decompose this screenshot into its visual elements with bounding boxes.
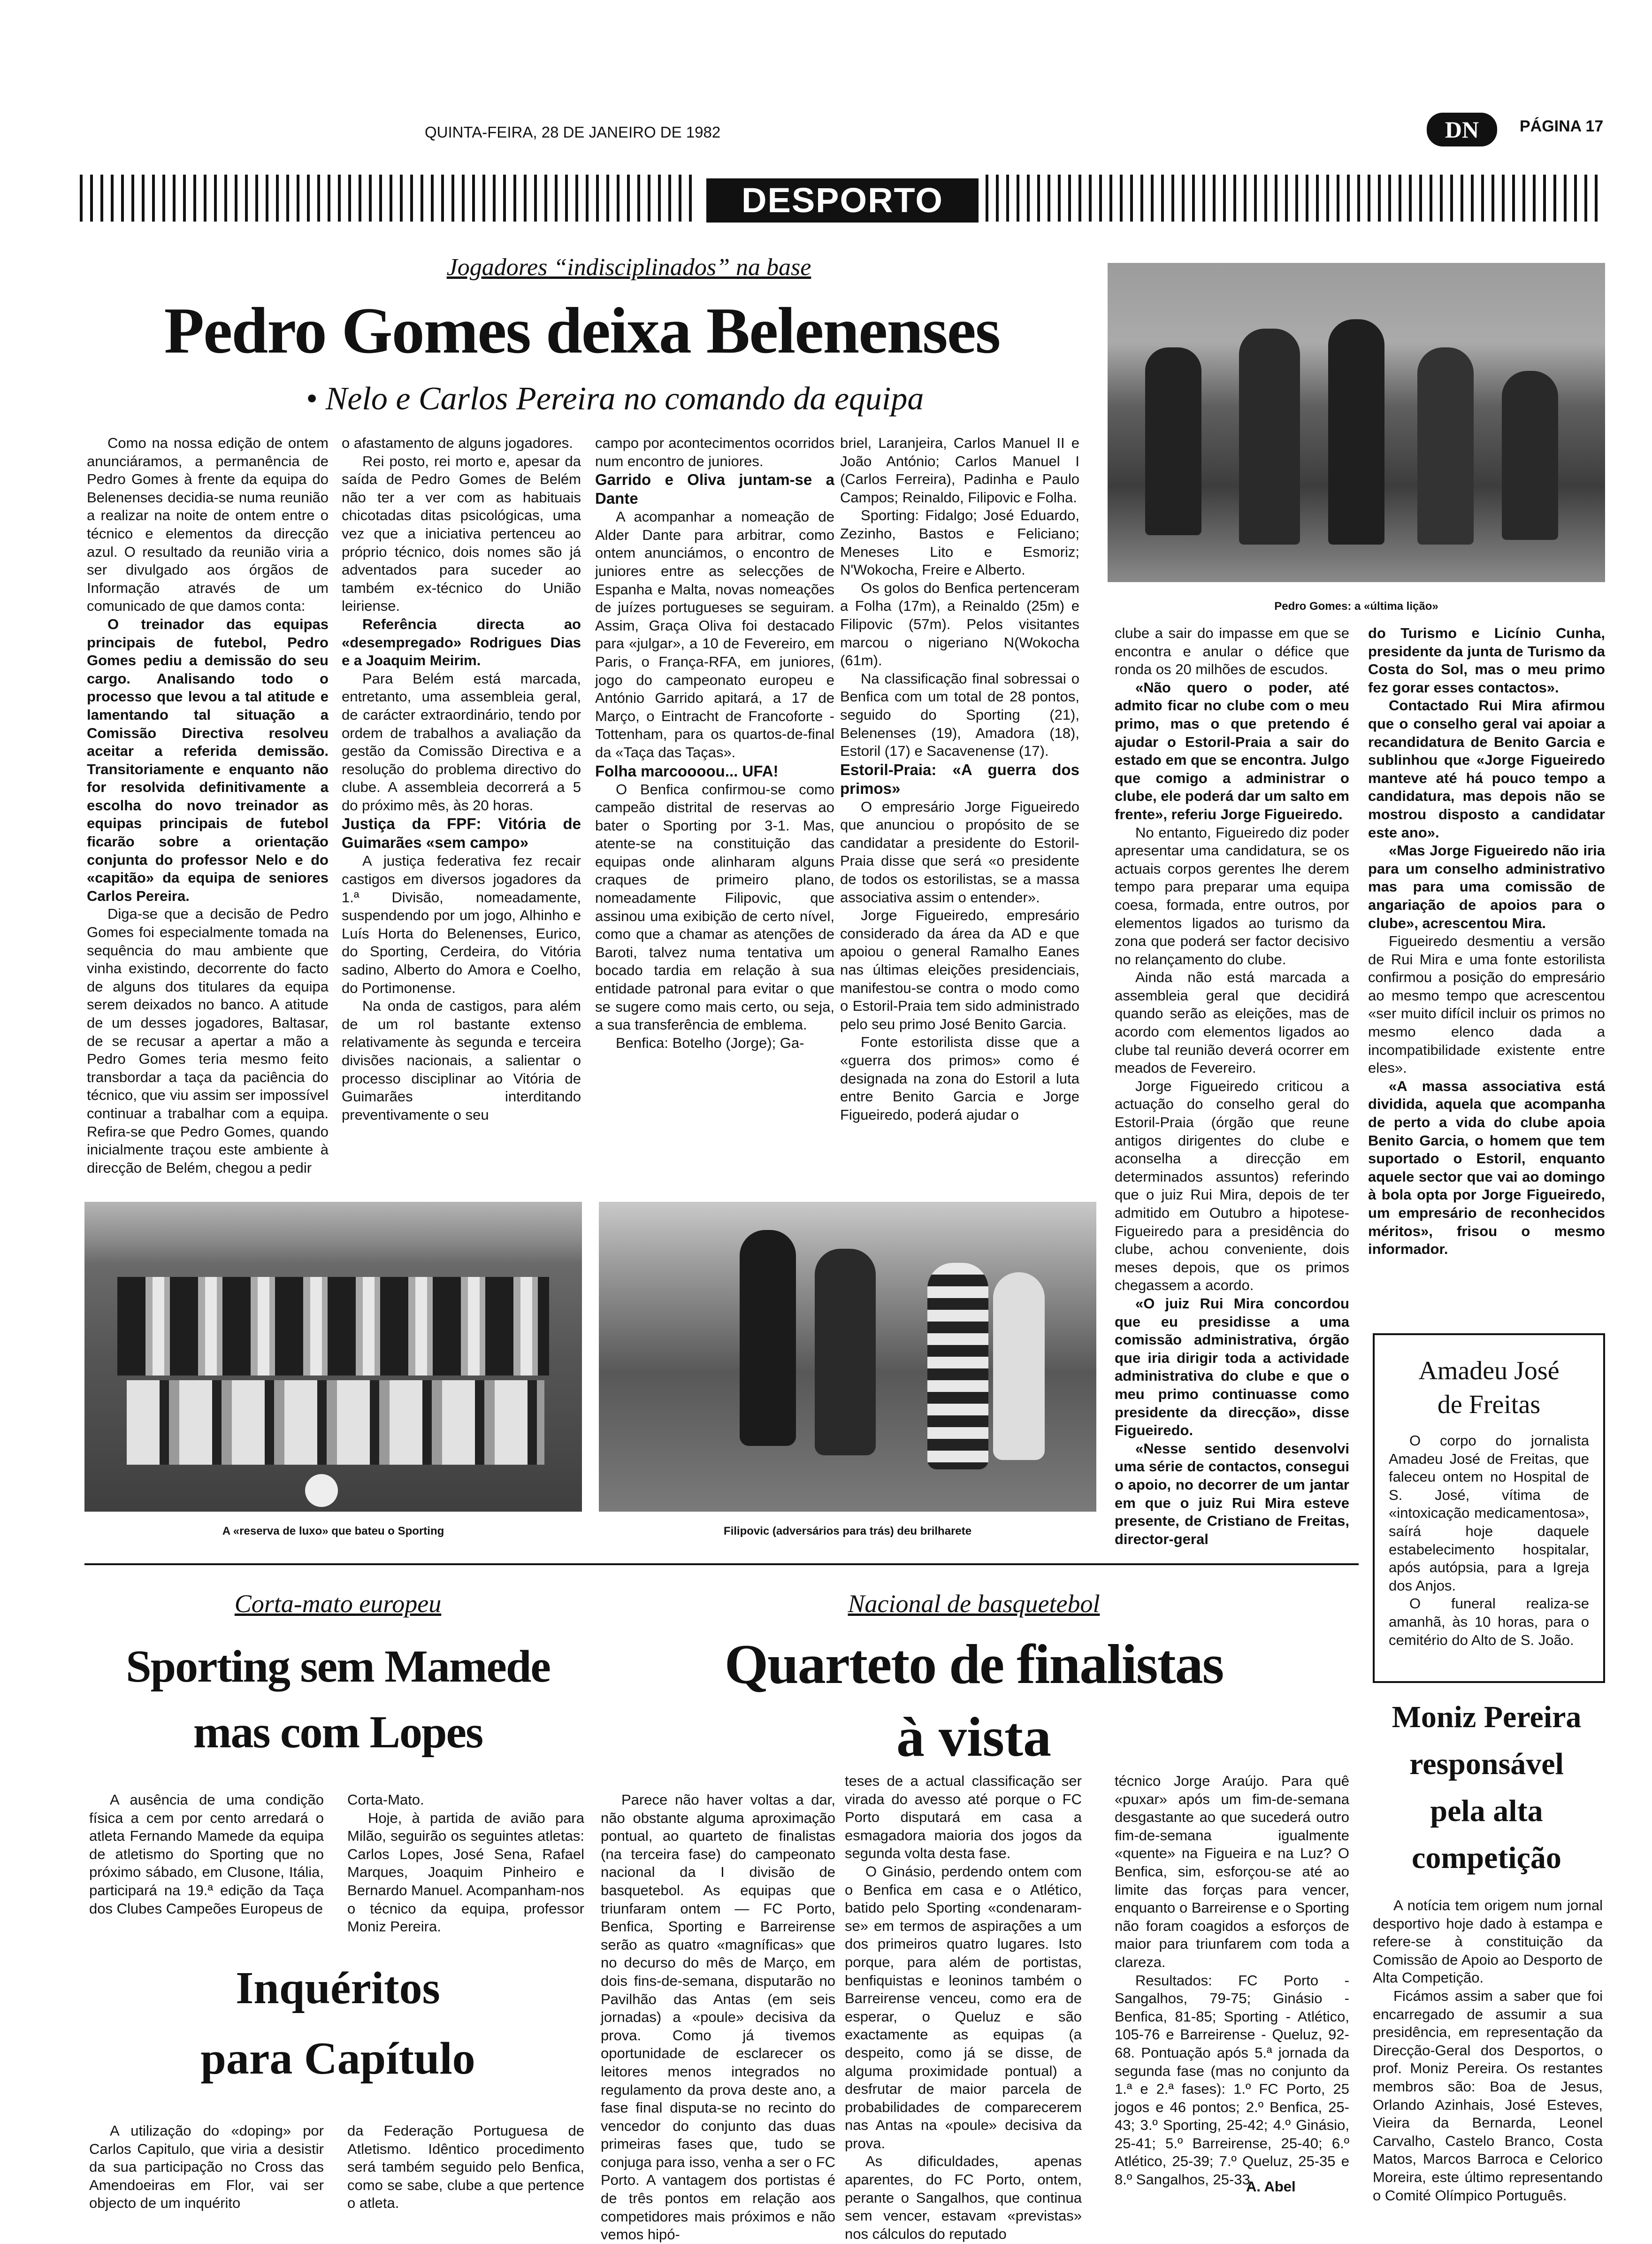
obituary-title-1: Amadeu José	[1418, 1356, 1560, 1385]
lead-c5-p6: «O juiz Rui Mira concordou que eu presidisse a uma comissão administrativa, órgão que iria dirigir toda a actividade administrativa do clube e que o meu primo continuasse como presidente da direcção», disse Figueiredo.	[1115, 1295, 1349, 1439]
lead-c3-subheading-2: Folha marcoooou... UFA!	[595, 762, 779, 780]
team-photo-caption: A «reserva de luxo» que bateu o Sporting	[222, 1525, 444, 1537]
lead-c2-p3: Referência directa ao «desempregado» Rodrigues Dias e a Joaquim Meirim.	[342, 615, 581, 669]
basket-kicker: Nacional de basquetebol	[848, 1590, 1100, 1618]
lead-c4-p6: Jorge Figueiredo, empresário considerado da área da AD e que apoiou o general Ramalho Eanes nas últimas eleições presidenciais, manifestou-se contra o modo como o Estoril-Praia tem sido administrado pelo seu primo José Benito Garcia.	[840, 907, 1079, 1032]
pedro-gomes-photo	[1108, 263, 1605, 582]
lead-c1-p3: Diga-se que a decisão de Pedro Gomes foi especialmente tomada na sequência do mau ambiente que vinha existindo, decorrente do facto de alguns dos titulares da equipa serem deixados no banco. A atitude de um desses jogadores, Baltasar, de se recusar a apertar a mão a Pedro Gomes teria mesmo feito transbordar a taça da paciência do técnico, que viu assim ser impossível continuar a trabalhar com a equipa. Refira-se que Pedro Gomes, quando inicialmente traçou este ambiente à direcção de Belém, chegou a pedir	[87, 906, 329, 1176]
lead-column-1	[87, 434, 329, 1177]
lead-c4-p4: Na classificação final sobressai o Benfica com um total de 28 pontos, seguido do Sporting (21), Belenenses (19), Amadora (18), Estoril (17) e Sacavenense (17).	[840, 670, 1079, 760]
lead-column-2	[342, 434, 581, 1124]
lead-c6-p2: Contactado Rui Mira afirmou que o conselho geral vai apoiar a recandidatura de Benito Garcia e sublinhou que «Jorge Figueiredo manteve até há pouco tempo a candidatura, mas depois não se mostrou disposto a candidatar este ano».	[1368, 697, 1605, 841]
lead-c5-p7: «Nesse sentido desenvolvi uma série de contactos, consegui o apoio, no decorrer de um jantar em que o juiz Rui Mira esteve presente, de Cristiano de Freitas, director-geral	[1115, 1440, 1349, 1547]
lead-c5-p4: Ainda não está marcada a assembleia geral que decidirá quando serão as eleições, mas de acordo com elementos ligados ao clube tal reunião deverá ocorrer em meados de Fevereiro.	[1115, 969, 1349, 1076]
basket-headline-2: à vista	[896, 1706, 1051, 1768]
match-photo-caption: Filipovic (adversários para trás) deu brilharete	[723, 1525, 972, 1537]
inquiry-column-1	[89, 2122, 324, 2213]
lead-c5-p1: clube a sair do impasse em que se encontra e anular o défice que ronda os 20 milhões de escudos.	[1115, 625, 1349, 678]
masthead-date: QUINTA-FEIRA, 28 DE JANEIRO DE 1982	[425, 123, 721, 141]
lead-c3-p4: Benfica: Botelho (Jorge); Ga-	[616, 1034, 804, 1051]
basket-c2-p2: O Ginásio, perdendo ontem com o Benfica em casa e o Atlético, batido pelo Sporting «condenaram-se» em termos de aspirações a um dos primeiros quatro lugares. Isto porque, para além de portistas, benfiquistas e leoninos também o Barreirense venceu, como era de esperar, o Queluz e são exactamente as equipas (a despeito, como já se disse, de alguma proximidade pontual) a desfrutar de maior parcela de probabilidades de comparecerem nas Antas na «poule» decisiva da prova.	[845, 1863, 1082, 2152]
lead-c5-p5: Jorge Figueiredo criticou a actuação do conselho geral do Estoril-Praia (órgão que reune antigos dirigentes do clube e aconselha a direcção em determinados assuntos) referindo que o juiz Rui Mira, depois de ter admitido em Outubro a hipotese-Figueiredo para a presidência do clube, achou conveniente, dois meses depois, que os primos chegassem a acordo.	[1115, 1077, 1349, 1294]
inquiry-c2-p1: da Federação Portuguesa de Atletismo. Idêntico procedimento será também seguido pelo Benfica, como se sabe, clube a que pertence o atleta.	[347, 2122, 584, 2212]
moniz-p1: A notícia tem origem num jornal desportivo hoje dado à estampa e refere-se à constituição da Comissão de Apoio ao Desporto de Alta Competição.	[1373, 1897, 1603, 1986]
lead-c4-p7: Fonte estorilista disse que a «guerra dos primos» como é designada na zona do Estoril a luta entre Benito Garcia e Jorge Figueiredo, poderá ajudar o	[840, 1034, 1079, 1123]
lead-c1-p2: O treinador das equipas principais de futebol, Pedro Gomes pediu a demissão do seu cargo. Analisando todo o processo que levou a tal atitude e lamentando tal situação a Comissão Directiva resolveu aceitar a referida demissão. Transitoriamente e enquanto não for resolvida definitivamente a escolha do novo treinador as equipas principais de futebol ficarão sobre a orientação conjunta do professor Nelo e do «capitão» da equipa de seniores Carlos Pereira.	[87, 615, 329, 904]
lead-c3-p3: O Benfica confirmou-se como campeão distrital de reservas ao bater o Sporting por 3-1. Mas, atente-se na constituição das equipas onde alinharam alguns craques de primeiro plano, nomeadamente Filipovic, que assinou uma exibição de certo nível, como que a chamar as atenções de Baroti, talvez numa tentativa um bocado tardia em relação à sua entidade patronal para evitar o que se sugere como mais certo, ou seja, a sua transferência de emblema.	[595, 781, 834, 1033]
basket-column-3	[1115, 1772, 1349, 2189]
section-bar-right	[986, 175, 1605, 222]
section-divider	[84, 1563, 1359, 1565]
lead-c3-subheading-1: Garrido e Oliva juntam-se a Dante	[595, 471, 834, 507]
basket-headline-1: Quarteto de finalistas	[724, 1633, 1224, 1695]
lead-c2-p5: A justiça federativa fez recair castigos em diversos jogadores da 1.ª Divisão, nomeadamente, suspendendo por um jogo, Alhinho e Luís Horta do Belenenses, Eurico, do Sporting, Cerdeira, do Vitória sadino, Alberto do Amora e Coelho, do Portimonense.	[342, 853, 581, 996]
cross-c1-p1: A ausência de uma condição física a cem por cento arredará o atleta Fernando Mamede da equipa de atletismo do Sporting que no próximo sábado, em Clusone, Itália, participará na 19.ª edição da Taça dos Clubes Campeões Europeus de	[89, 1791, 324, 1917]
basket-signature: A. Abel	[1246, 2178, 1296, 2195]
team-photo	[84, 1202, 582, 1512]
lead-c2-p6: Na onda de castigos, para além de um rol bastante extenso relativamente às segunda e terceira divisões nacionais, a salientar o processo disciplinar ao Vitória de Guimarães interditando preventivamente o seu	[342, 998, 581, 1123]
newspaper-logo: DN	[1427, 113, 1497, 146]
basket-column-1	[601, 1791, 835, 2244]
match-action-photo	[599, 1202, 1096, 1512]
cross-headline-2: mas com Lopes	[193, 1707, 483, 1758]
lead-c6-p5: «A massa associativa está dividida, aquela que acompanha de perto a vida do clube apoia Benito Garcia, o homem que tem suportado o Estoril, enquanto aquele sector que vai ao domingo à bola opta por Jorge Figueiredo, um empresário de reconhecidos méritos», frisou o mesmo informador.	[1368, 1077, 1605, 1258]
cross-headline-1: Sporting sem Mamede	[126, 1641, 550, 1692]
cross-column-2	[347, 1791, 584, 1936]
cross-c2-p2: Hoje, à partida de avião para Milão, seguirão os seguintes atletas: Carlos Lopes, José Sena, Rafael Marques, Joaquim Pinheiro e Bernardo Manuel. Acompanham-nos o técnico da equipa, professor Moniz Pereira.	[347, 1809, 584, 1935]
inquiry-column-2	[347, 2122, 584, 2213]
cross-kicker: Corta-mato europeu	[234, 1590, 442, 1618]
lead-c6-p3: «Mas Jorge Figueiredo não iria para um conselho administrativo mas para uma comissão de angariação de apoios para o clube», acrescentou Mira.	[1368, 842, 1605, 931]
inquiry-headline-2: para Capítulo	[200, 2033, 475, 2084]
section-bar-left	[80, 175, 695, 222]
lead-c2-p1: o afastamento de alguns jogadores.	[342, 435, 573, 451]
lead-c6-p4: Figueiredo desmentiu a versão de Rui Mira e uma fonte estorilista confirmou a posição do empresário ao mesmo tempo que acrescentou «ser muito difícil incluir os primos no mesmo elenco dada a incompatibilidade existente entre eles».	[1368, 933, 1605, 1076]
moniz-headline-2: responsável	[1409, 1747, 1564, 1781]
basket-c3-p1: técnico Jorge Araújo. Para quê «puxar» após um fim-de-semana desgastante ao que sucederá outro fim-de-semana igualmente «quente» na Figueira e na Luz? O Benfica, sim, esforçou-se até ao limite das forças para vencer, enquanto o Barreirense e o Sporting não foram coagidos a esforços de maior para triunfarem com toda a clareza.	[1115, 1773, 1349, 1970]
cross-c2-p1: Corta-Mato.	[347, 1791, 424, 1808]
obituary-box	[1373, 1333, 1605, 1683]
lead-c4-p2: Sporting: Fidalgo; José Eduardo, Zezinho, Bastos e Feliciano; Meneses Lito e Esmoriz; N'Wokocha, Freire e Alberto.	[840, 507, 1079, 578]
basket-c2-p3: As dificuldades, apenas aparentes, do FC Porto, ontem, perante o Sangalhos, que continua sem vencer, estavam «previstas» nos cálculos do reputado	[845, 2153, 1082, 2242]
lead-subhead: • Nelo e Carlos Pereira no comando da equipa	[306, 381, 924, 417]
moniz-column	[1373, 1897, 1603, 2205]
moniz-headline-1: Moniz Pereira	[1392, 1700, 1582, 1734]
lead-c4-subheading: Estoril-Praia: «A guerra dos primos»	[840, 761, 1079, 797]
page-number: PÁGINA 17	[1520, 117, 1604, 135]
basket-c1-p1: Parece não haver voltas a dar, não obstante alguma aproximação pontual, ao quarteto de finalistas (na terceira fase) do campeonato nacional da I divisão de basquetebol. As equipas que triunfaram ontem — FC Porto, Benfica, Sporting e Barreirense serão as quatro «magníficas» que no decurso do mês de Março, em dois fins-de-semana, disputarão no Pavilhão das Antas (em seis jornadas) a «poule» decisiva da prova. Como já tivemos oportunidade de esclarecer os leitores menos integrados no regulamento da prova deste ano, a fase final disputa-se no recinto do vencedor do conjunto das duas primeiras fases que, tudo se conjuga para isso, venha a ser o FC Porto. A vantagem dos portistas é de três pontos em relação aos competidores mais próximos e não vemos hipó-	[601, 1791, 835, 2243]
lead-column-5	[1115, 624, 1349, 1548]
cross-column-1	[89, 1791, 324, 1918]
lead-column-6	[1368, 624, 1605, 1259]
lead-column-3	[595, 434, 834, 1052]
obituary-title-2: de Freitas	[1437, 1390, 1541, 1419]
lead-c3-p2: A acompanhar a nomeação de Alder Dante para arbitrar, como ontem anunciámos, o encontro de juniores entre as selecções de Espanha e Malta, novas nomeações de juízes portugueses se seguiram. Assim, Graça Oliva foi destacado para «julgar», a 10 de Fevereiro, em Paris, o França-RFA, em juniores, jogo do campeonato europeu e António Garrido apitará, a 17 de Março, o Eintracht de Francoforte - Tottenham, para os quartos-de-final da «Taça das Taças».	[595, 508, 834, 761]
moniz-headline-4: competição	[1412, 1841, 1561, 1875]
lead-c5-p3: No entanto, Figueiredo diz poder apresentar uma candidatura, se os actuais corpos gerentes lhe derem tempo para preparar uma equipa coesa, formada, entre outros, por elementos ligados ao turismo da zona que poderá ser factor decisivo no relançamento do clube.	[1115, 824, 1349, 968]
lead-c4-p5: O empresário Jorge Figueiredo que anunciou o propósito de se candidatar a presidente do Estoril-Praia disse que será «o presidente de todos os estorilistas, se a massa associativa assim o entender».	[840, 798, 1079, 906]
lead-c3-p1: campo por acontecimentos ocorridos num encontro de juniores.	[595, 435, 834, 469]
lead-c2-p4: Para Belém está marcada, entretanto, uma assembleia geral, de carácter extraordinário, tendo por ordem de trabalhos a avaliação da gestão da Comissão Directiva e a resolução do problema directivo do clube. A assembleia decorrerá a 5 do próximo mês, às 20 horas.	[342, 670, 581, 814]
pedro-gomes-caption: Pedro Gomes: a «última lição»	[1274, 600, 1438, 613]
lead-kicker: Jogadores “indisciplinados” na base	[446, 254, 811, 281]
lead-c2-subheading: Justiça da FPF: Vitória de Guimarães «sem campo»	[342, 815, 581, 852]
lead-c4-p1: briel, Laranjeira, Carlos Manuel II e João António; Carlos Manuel I (Carlos Ferreira), Padinha e Paulo Campos; Reinaldo, Filipovic e Folha.	[840, 435, 1079, 506]
lead-c2-p2: Rei posto, rei morto e, apesar da saída de Pedro Gomes de Belém não ter a ver com as habituais chicotadas ditas psicológicas, uma vez que a iniciativa pertenceu ao próprio técnico, dois nomes são já adventados para suceder ao também ex-técnico do União leiriense.	[342, 453, 581, 615]
basket-c2-p1: teses de a actual classificação ser virada do avesso até porque o FC Porto disputará em casa a esmagadora maioria dos jogos da segunda volta desta fase.	[845, 1773, 1082, 1862]
moniz-headline-3: pela alta	[1430, 1794, 1543, 1828]
moniz-p2: Ficámos assim a saber que foi encarregado de assumir a sua presidência, em representação da Direcção-Geral dos Desportos, o prof. Moniz Pereira. Os restantes membros são: Boa de Jesus, Orlando Azinhais, José Esteves, Vieira da Bernarda, Leonel Carvalho, Castelo Branco, Costa Matos, Marcos Barroca e Celorico Moreira, este último representando o Comité Olímpico Português.	[1373, 1987, 1603, 2204]
lead-headline: Pedro Gomes deixa Belenenses	[164, 294, 1000, 367]
lead-column-4	[840, 434, 1079, 1124]
obituary-p2: O funeral realiza-se amanhã, às 10 horas, para o cemitério do Alto de S. João.	[1389, 1595, 1589, 1648]
lead-c4-p3: Os golos do Benfica pertenceram a Folha (17m), a Reinaldo (25m) e Filipovic (57m). Pelos visitantes marcou o nigeriano N(Wokocha (61m).	[840, 579, 1079, 669]
basket-c3-p2: Resultados: FC Porto - Sangalhos, 79-75; Ginásio - Benfica, 81-85; Sporting - Atlético, 105-76 e Barreirense - Queluz, 92-68. Pontuação após 5.ª jornada da segunda fase (mas no conjunto da 1.ª e 2.ª fases): 1.º FC Porto, 25 jogos e 46 pontos; 2.º Benfica, 25-43; 3.º Sporting, 25-42; 4.º Ginásio, 25-41; 5.º Barreirense, 25-40; 6.º Atlético, 25-39; 7.º Queluz, 25-35 e 8.º Sangalhos, 25-33.	[1115, 1972, 1349, 2188]
inquiry-headline-1: Inquéritos	[236, 1963, 440, 2013]
lead-c6-p1: do Turismo e Licínio Cunha, presidente da junta de Turismo da Costa do Sol, mas o meu primo fez gorar esses contactos».	[1368, 625, 1605, 696]
section-title: DESPORTO	[706, 178, 979, 223]
obituary-p1: O corpo do jornalista Amadeu José de Freitas, que faleceu ontem no Hospital de S. José, vítima de «intoxicação medicamentosa», saírá hoje daquele estabelecimento hospitalar, após autópsia, para a Igreja dos Anjos.	[1389, 1432, 1589, 1594]
lead-c5-p2: «Não quero o poder, até admito ficar no clube com o meu primo, mas o que pretendo é ajudar o Estoril-Praia a sair do estado em que se encontra. Julgo que comigo a administrar o clube, ele poderá dar um salto em frente», referiu Jorge Figueiredo.	[1115, 679, 1349, 822]
inquiry-c1-p1: A utilização do «doping» por Carlos Capitulo, que viria a desistir da sua participação no Cross das Amendoeiras em Flor, vai ser objecto de um inquérito	[89, 2122, 324, 2212]
lead-c1-p1: Como na nossa edição de ontem anunciáramos, a permanência de Pedro Gomes à frente da equipa do Belenenses decidia-se numa reunião a realizar na noite de ontem entre o técnico e elementos da direcção azul. O resultado da reunião viria a ser divulgado aos órgãos de Informação através de um comunicado de que damos conta:	[87, 435, 329, 615]
basket-column-2	[845, 1772, 1082, 2243]
